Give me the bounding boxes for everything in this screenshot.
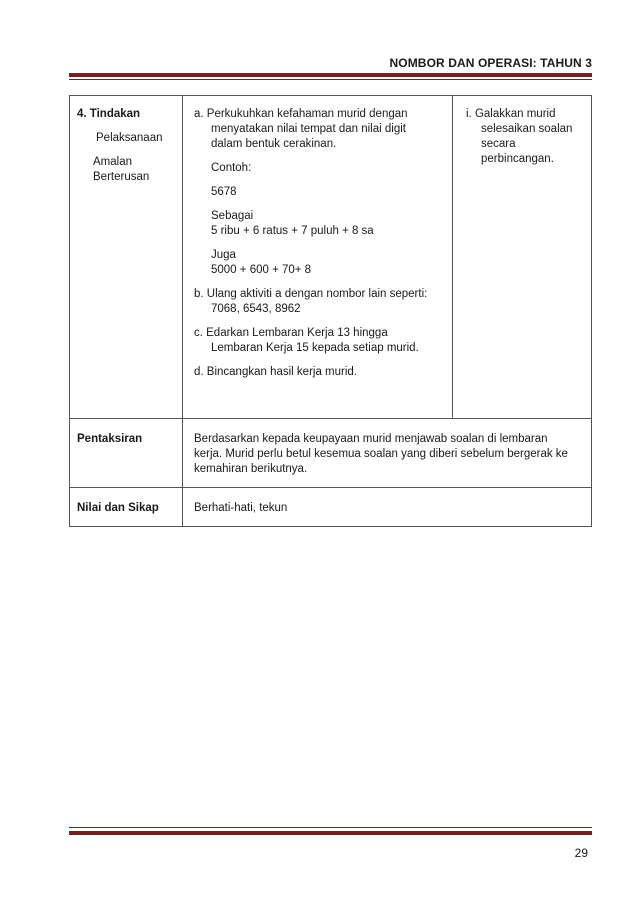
example-number: 5678: [211, 186, 237, 198]
note-line1: i. Galakkan murid: [466, 108, 556, 120]
column-divider-2: [452, 96, 453, 418]
contoh-label: Contoh:: [211, 162, 252, 174]
nilai-sikap-value: Berhati-hati, tekun: [194, 502, 288, 514]
footer-rule-thick: [69, 831, 592, 835]
nilai-sikap-label: Nilai dan Sikap: [77, 502, 159, 514]
tindakan-label-cell: [77, 107, 177, 185]
tindakan-notes-cell: [466, 107, 586, 167]
header-rule-thick: [69, 73, 592, 77]
note-line3: secara: [481, 138, 516, 150]
step-b-line2: 7068, 6543, 8962: [211, 303, 301, 315]
note-line4: perbincangan.: [481, 153, 554, 165]
sebagai-label: Sebagai: [211, 210, 254, 222]
digit-value-expansion: 5000 + 600 + 70+ 8: [211, 264, 312, 276]
note-line2: selesaikan soalan: [481, 123, 573, 135]
column-divider-1: [182, 96, 183, 526]
step-a-line2: menyatakan nilai tempat dan nilai digit: [211, 123, 406, 135]
row-divider-2: [70, 487, 591, 488]
pentaksiran-line2: kerja. Murid perlu betul kesemua soalan yang diberi sebelum bergerak ke: [194, 448, 568, 460]
lesson-plan-table: [69, 95, 592, 527]
step-d-line1: d. Bincangkan hasil kerja murid.: [194, 366, 357, 378]
step-a-line3: dalam bentuk cerakinan.: [211, 138, 337, 150]
pelaksanaan-label: Pelaksanaan: [96, 132, 163, 144]
tindakan-steps-cell: [194, 107, 449, 380]
page-header-title: NOMBOR DAN OPERASI: TAHUN 3: [389, 56, 592, 70]
amalan-label: Amalan: [93, 156, 132, 168]
juga-label: Juga: [211, 249, 236, 261]
step-a-line1: a. Perkukuhkan kefahaman murid dengan: [194, 108, 408, 120]
step-c-line1: c. Edarkan Lembaran Kerja 13 hingga: [194, 327, 388, 339]
pentaksiran-label: Pentaksiran: [77, 433, 143, 445]
row-divider-1: [70, 418, 591, 419]
place-value-expansion: 5 ribu + 6 ratus + 7 puluh + 8 sa: [211, 225, 374, 237]
step-b-line1: b. Ulang aktiviti a dengan nombor lain seperti:: [194, 288, 428, 300]
pentaksiran-line1: Berdasarkan kepada keupayaan murid menjawab soalan di lembaran: [194, 433, 548, 445]
header-rule-thin: [69, 79, 592, 80]
pentaksiran-text: [194, 432, 586, 477]
pentaksiran-line3: kemahiran berikutnya.: [194, 463, 308, 475]
step-c-line2: Lembaran Kerja 15 kepada setiap murid.: [211, 342, 419, 354]
berterusan-label: Berterusan: [93, 171, 150, 183]
footer-rule-thin: [69, 827, 592, 828]
tindakan-label: 4. Tindakan: [77, 108, 141, 120]
page-number: 29: [574, 846, 588, 860]
